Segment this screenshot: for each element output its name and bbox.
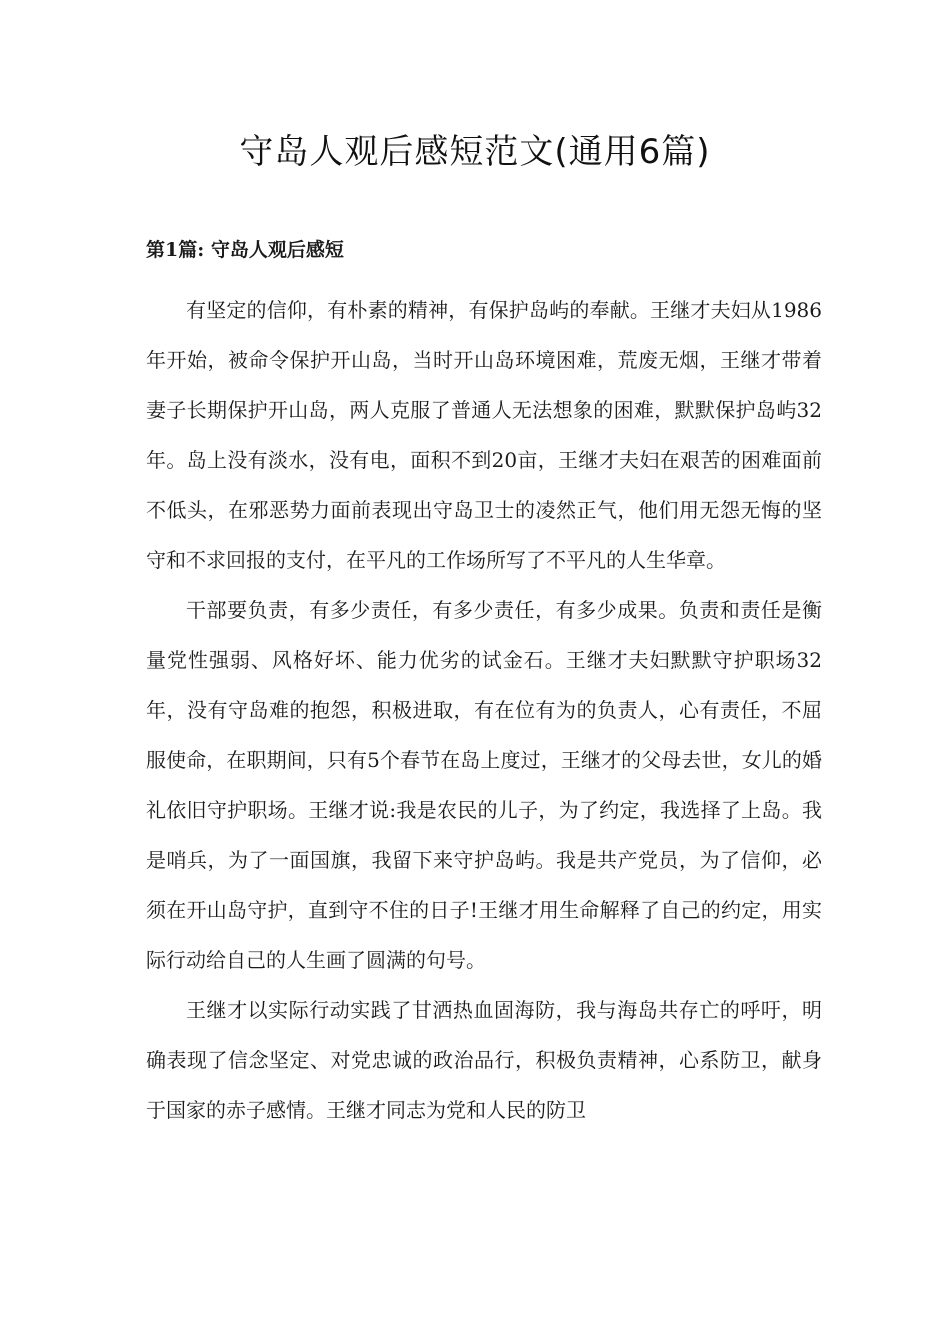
- document-body: [146, 285, 822, 1135]
- section-heading: 第1篇: 守岛人观后感短: [146, 239, 344, 261]
- paragraph-3: 王继才以实际行动实践了甘洒热血固海防，我与海岛共存亡的呼吁，明确表现了信念坚定、对党忠诚的政治品行，积极负责精神，心系防卫，献身于国家的赤子感情。王继才同志为党和人民的防卫: [146, 998, 822, 1122]
- paragraph-1: 有坚定的信仰，有朴素的精神，有保护岛屿的奉献。王继才夫妇从1986年开始，被命令保护开山岛，当时开山岛环境困难，荒废无烟，王继才带着妻子长期保护开山岛，两人克服了普通人无法想象的困难，默默保护岛屿32年。岛上没有淡水，没有电，面积不到20亩，王继才夫妇在艰苦的困难面前不低头，在邪恶势力面前表现出守岛卫士的凌然正气，他们用无怨无悔的坚守和不求回报的支付，在平凡的工作场所写了不平凡的人生华章。: [146, 298, 822, 572]
- document-title: 守岛人观后感短范文(通用6篇): [239, 132, 711, 172]
- paragraph-2: 干部要负责，有多少责任，有多少责任，有多少成果。负责和责任是衡量党性强弱、风格好坏、能力优劣的试金石。王继才夫妇默默守护职场32年，没有守岛难的抱怨，积极进取，有在位有为的负责人，心有责任，不屈服使命，在职期间，只有5个春节在岛上度过，王继才的父母去世，女儿的婚礼依旧守护职场。王继才说:我是农民的儿子，为了约定，我选择了上岛。我是哨兵，为了一面国旗，我留下来守护岛屿。我是共产党员，为了信仰，必须在开山岛守护，直到守不住的日子!王继才用生命解释了自己的约定，用实际行动给自己的人生画了圆满的句号。: [146, 598, 822, 972]
